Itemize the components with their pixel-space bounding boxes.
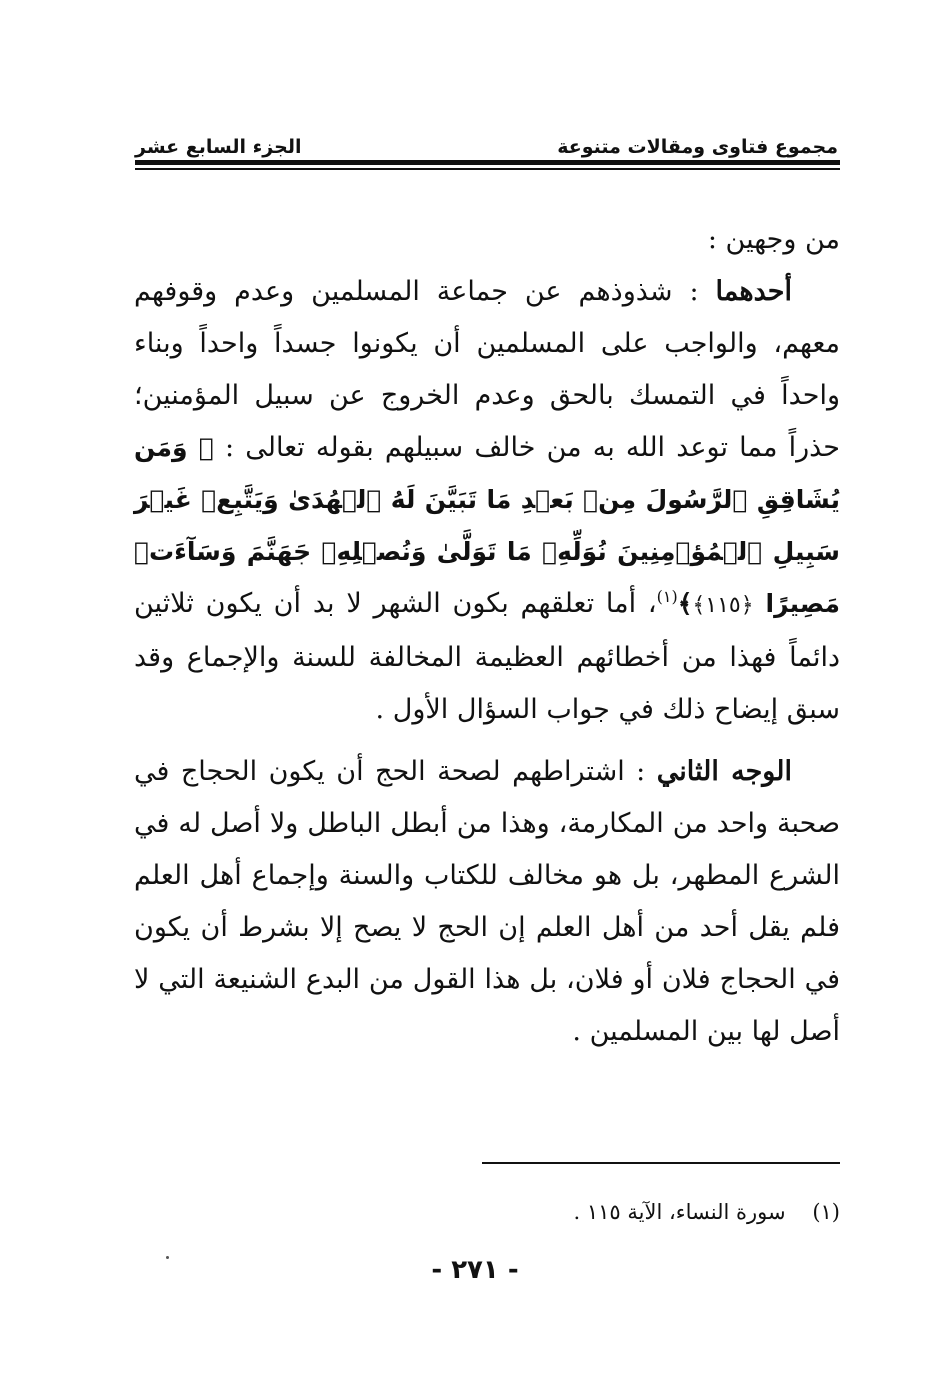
footnote-marker: (١) (812, 1200, 840, 1224)
quran-verse: وَمَن يُشَاقِقِ ٱلرَّسُولَ مِنۢ بَعۡدِ مَا تَبَيَّنَ لَهُ ٱلۡهُدَىٰ وَيَتَّبِعۡ غَيۡرَ سَبِيلِ ٱلۡمُؤۡمِنِينَ نُوَلِّهِۦ مَا تَوَلَّىٰ وَنُصۡلِهِۦ جَهَنَّمَ وَسَآءَتۡ مَصِيرًا (134, 433, 840, 618)
footnote-text: سورة النساء، الآية ١١٥ . (573, 1200, 786, 1224)
intro-line: من وجهين : (707, 224, 840, 255)
body-text (134, 214, 840, 1058)
ayah-number-marker: ﴿١١٥﴾ (692, 593, 754, 618)
book-title: مجموع فتاوى ومقالات متنوعة (557, 136, 838, 158)
scan-speck (166, 1256, 169, 1259)
second-aspect-label: الوجه الثاني (656, 756, 792, 787)
first-aspect-text: : شذوذهم عن جماعة المسلمين وعدم وقوفهم معهم، والواجب على المسلمين أن يكونوا جسداً واحداً وبناء واحداً في التمسك بالحق وعدم الخروج عن سبيل المؤمنين؛ حذراً مما توعد الله به من خالف سبيلهم بقوله تعالى : (134, 276, 840, 463)
running-header (135, 126, 838, 158)
first-aspect-label: أحدهما (715, 276, 792, 307)
first-aspect-text-cont: ، أما تعلقهم بكون الشهر لا بد أن يكون ثلاثين دائماً فهذا من أخطائهم العظيمة المخالفة للسنة والإجماع وقد سبق إيضاح ذلك في جواب السؤال الأول . (134, 588, 840, 725)
volume-label: الجزء السابع عشر (135, 136, 302, 158)
quran-open-bracket: ﴿ (198, 433, 214, 462)
quran-close-bracket: ﴾ (677, 589, 693, 618)
second-aspect-text: : اشتراطهم لصحة الحج أن يكون الحجاج في صحبة واحد من المكارمة، وهذا من أبطل الباطل ولا أصل له في الشرع المطهر، بل هو مخالف للكتاب والسنة وإجماع أهل العلم فلم يقل أحد من أهل العلم إن الحج لا يصح إلا بشرط أن يكون في الحجاج فلان أو فلان، بل هذا القول من البدع الشنيعة التي لا أصل لها بين المسلمين . (134, 756, 840, 1047)
paragraph-second (134, 746, 840, 1058)
header-rule-thin (135, 168, 840, 170)
footnote-rule (482, 1162, 840, 1164)
footnote-reference: (١) (656, 587, 678, 606)
page-number: - ٢٧١ - (431, 1255, 519, 1285)
header-rule-thick (135, 160, 840, 165)
footnote (400, 1200, 840, 1224)
paragraph-first (134, 266, 840, 736)
